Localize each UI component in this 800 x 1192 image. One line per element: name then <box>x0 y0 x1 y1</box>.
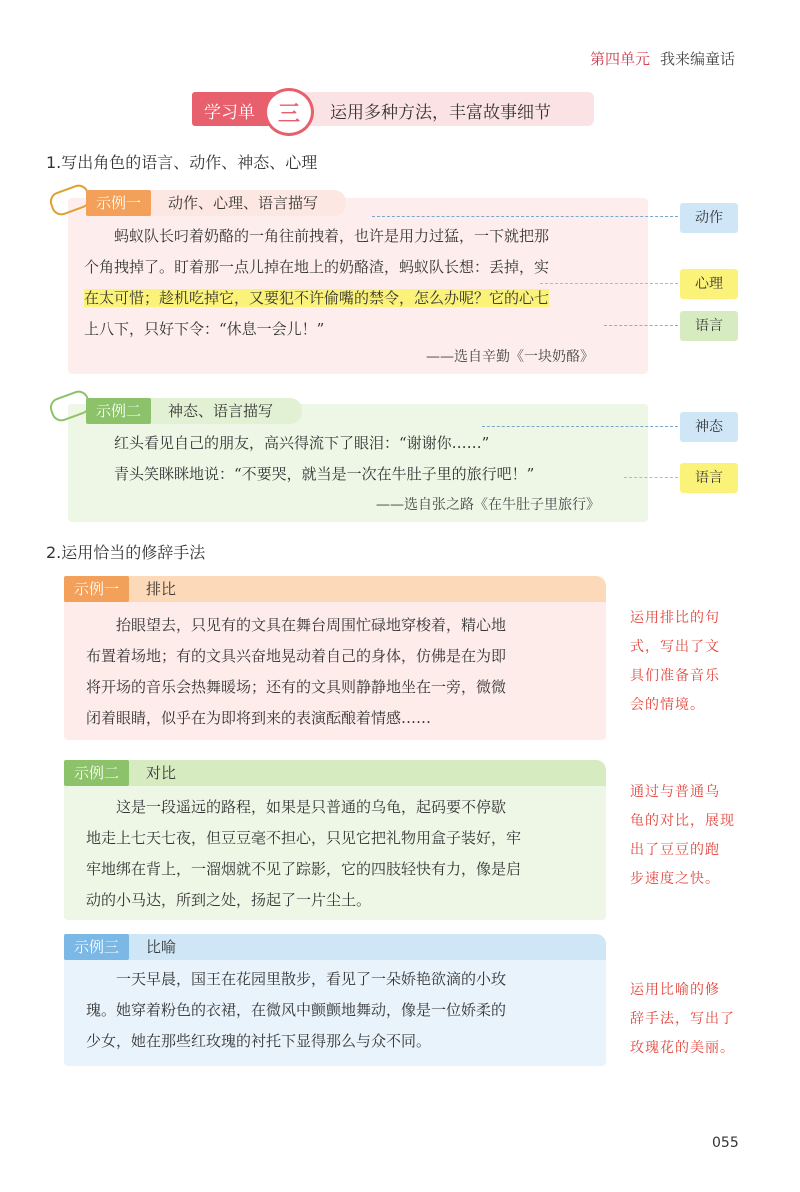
text-line: 瑰。她穿着粉色的衣裙，在微风中颤颤地舞动，像是一位娇柔的 <box>86 1001 507 1019</box>
margin-note: 运用比喻的修 辞手法，写出了 玫瑰花的美丽。 <box>630 982 735 1056</box>
example-tag-label: 示例一 <box>86 190 151 216</box>
text-line: 在太可惜；趁机吃掉它，又要犯不许偷嘴的禁令，怎么办呢？它的心七 <box>84 289 550 307</box>
annotation-label: 动作 <box>680 203 738 233</box>
banner-number: 三 <box>277 102 300 127</box>
example-tag <box>86 190 346 216</box>
text-line: 地走上七天七夜，但豆豆毫不担心，只见它把礼物用盒子装好，牢 <box>86 829 522 847</box>
text-line: 蚂蚁队长叼着奶酪的一角往前拽着，也许是用力过猛，一下就把那 <box>114 227 550 245</box>
source-citation: ——选自辛勤《一块奶酪》 <box>426 349 594 365</box>
section1-heading: 1.写出角色的语言、动作、神态、心理 <box>46 153 318 172</box>
example-paragraph <box>86 610 606 734</box>
example-tag <box>64 576 606 602</box>
example-paragraph <box>86 792 606 916</box>
example-tag-label: 示例二 <box>64 760 129 786</box>
text-line: 布置着场地；有的文具兴奋地晃动着自己的身体，仿佛是在为即 <box>86 647 507 665</box>
example-tag-title: 排比 <box>146 580 177 598</box>
unit-title: 我来编童话 <box>660 50 736 68</box>
section2-heading: 2.运用恰当的修辞手法 <box>46 543 206 562</box>
text-line: 这是一段遥远的路程，如果是只普通的乌龟，起码要不停歇 <box>116 798 507 816</box>
connector-line <box>482 426 678 427</box>
text-line: 青头笑眯眯地说：“不要哭，就当是一次在牛肚子里的旅行吧！” <box>114 465 535 483</box>
example-tag-title: 动作、心理、语言描写 <box>168 194 319 212</box>
page-number: 055 <box>712 1135 739 1151</box>
text-line: 动的小马达，所到之处，扬起了一片尘土。 <box>86 891 372 909</box>
example-tag <box>86 398 302 424</box>
margin-note: 通过与普通乌 龟的对比，展现 出了豆豆的跑 步速度之快。 <box>630 784 735 887</box>
annotation-label: 心理 <box>680 269 738 299</box>
example-tag-title: 对比 <box>146 764 177 782</box>
annotation-label: 语言 <box>680 463 738 493</box>
text-line: 将开场的音乐会热舞暖场；还有的文具则静静地坐在一旁，微微 <box>86 678 507 696</box>
connector-line <box>372 216 678 217</box>
example-tag-label: 示例二 <box>86 398 151 424</box>
example-paragraph <box>84 428 644 490</box>
worksheet-banner <box>192 90 594 128</box>
annotation-label: 语言 <box>680 311 738 341</box>
text-line: 红头看见自己的朋友，高兴得流下了眼泪：“谢谢你……” <box>114 434 490 452</box>
unit-header <box>590 48 735 69</box>
margin-note: 运用排比的句 式，写出了文 具们准备音乐 会的情境。 <box>630 610 720 713</box>
connector-line <box>624 477 678 478</box>
text-line: 个角拽掉了。盯着那一点儿掉在地上的奶酪渣，蚂蚁队长想：丢掉，实 <box>84 258 550 276</box>
connector-line <box>604 325 678 326</box>
text-line: 少女，她在那些红玫瑰的衬托下显得那么与众不同。 <box>86 1032 432 1050</box>
example-tag <box>64 934 606 960</box>
banner-number-circle <box>264 88 314 136</box>
example-paragraph <box>86 964 606 1057</box>
example-tag-label: 示例一 <box>64 576 129 602</box>
banner-title-bg <box>288 92 594 126</box>
unit-number: 第四单元 <box>590 50 651 68</box>
example-tag <box>64 760 606 786</box>
text-line: 抬眼望去，只见有的文具在舞台周围忙碌地穿梭着，精心地 <box>116 616 507 634</box>
example-tag-title: 神态、语言描写 <box>168 402 274 420</box>
source-citation: ——选自张之路《在牛肚子里旅行》 <box>376 497 600 513</box>
text-line: 一天早晨，国王在花园里散步，看见了一朵娇艳欲滴的小玫 <box>116 970 507 988</box>
example-tag-label: 示例三 <box>64 934 129 960</box>
text-line: 闭着眼睛，似乎在为即将到来的表演酝酿着情感…… <box>86 709 432 727</box>
banner-title: 运用多种方法，丰富故事细节 <box>330 103 551 123</box>
annotation-label: 神态 <box>680 412 738 442</box>
example-tag-title: 比喻 <box>146 938 177 956</box>
connector-line <box>540 283 678 284</box>
banner-prefix: 学习单 <box>204 103 255 123</box>
text-line: 上八下，只好下令：“休息一会儿！” <box>84 320 325 338</box>
text-line: 牢地绑在背上，一溜烟就不见了踪影，它的四肢轻快有力，像是启 <box>86 860 522 878</box>
